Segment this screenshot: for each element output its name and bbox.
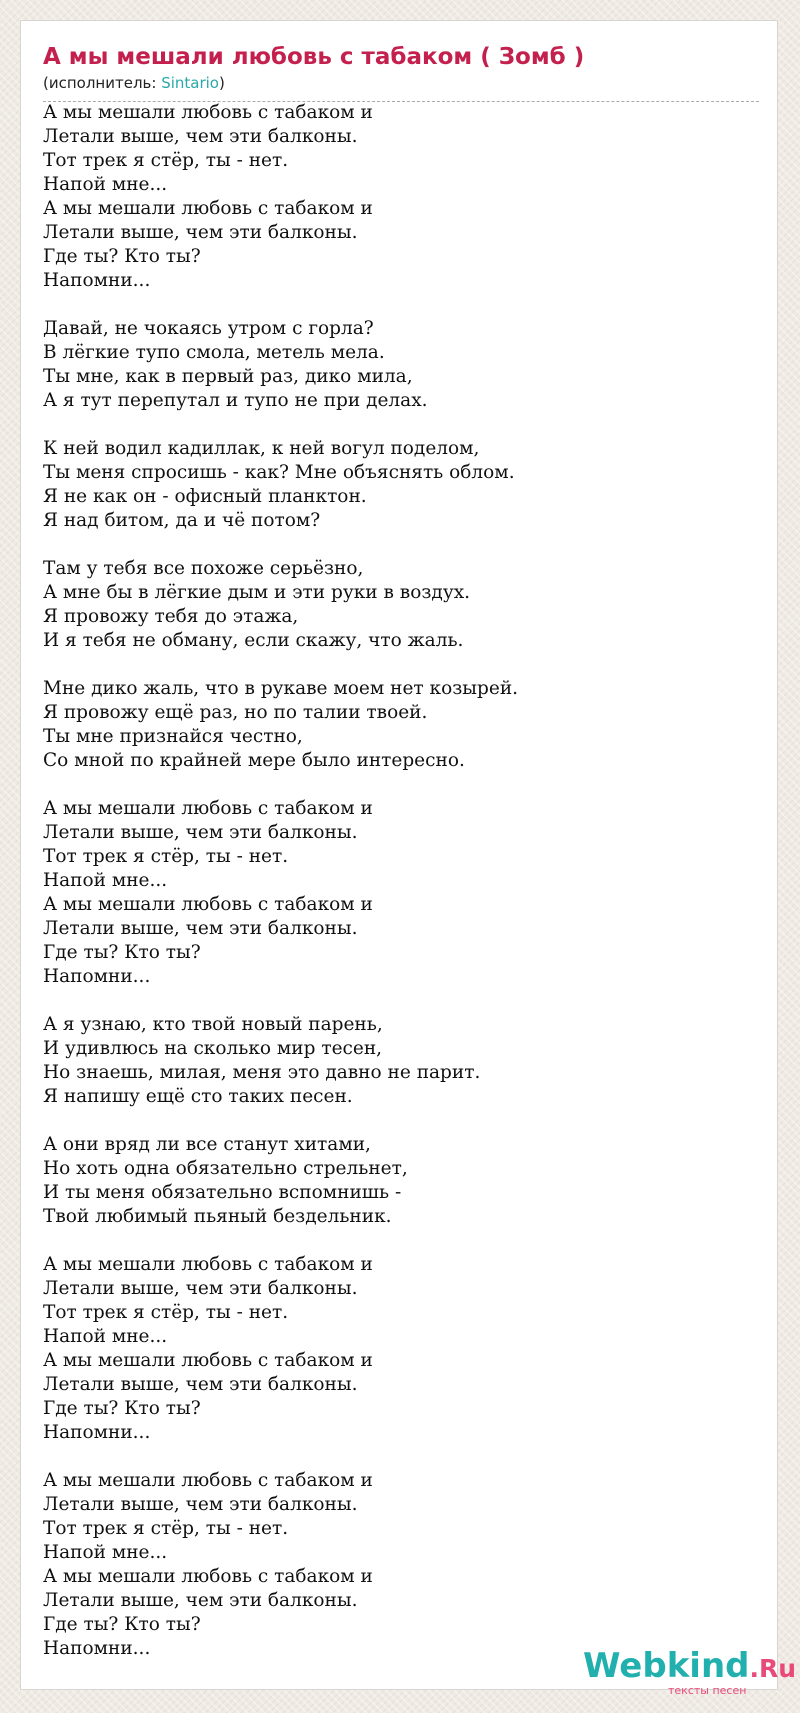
lyrics-card xyxy=(20,20,797,1697)
lyrics-line: Летали выше, чем эти балконы. xyxy=(43,1590,358,1611)
artist-prefix: (исполнитель: xyxy=(43,74,162,92)
lyrics-line: А я тут перепутал и тупо не при делах. xyxy=(43,390,428,411)
lyrics-line: А мы мешали любовь с табаком и xyxy=(43,1470,373,1491)
lyrics-line: И удивлюсь на сколько мир тесен, xyxy=(43,1038,383,1059)
lyrics-line: Напой мне... xyxy=(43,1542,168,1563)
lyrics-stanza xyxy=(43,1013,759,1109)
lyrics-stanza xyxy=(43,437,759,533)
logo-tagline: тексты песен xyxy=(668,1684,747,1697)
artist-link[interactable]: Sintario xyxy=(161,74,219,92)
lyrics-stanza xyxy=(43,1253,759,1445)
logo-main-text: Webkind xyxy=(583,1646,750,1686)
lyrics-line: Со мной по крайней мере было интересно. xyxy=(43,750,465,771)
lyrics-line: А мы мешали любовь с табаком и xyxy=(43,102,373,123)
logo-wordmark xyxy=(583,1646,796,1689)
lyrics-line: Тот трек я стёр, ты - нет. xyxy=(43,150,289,171)
lyrics-line: Летали выше, чем эти балконы. xyxy=(43,222,358,243)
lyrics-stanza xyxy=(43,797,759,989)
lyrics-line: Где ты? Кто ты? xyxy=(43,942,201,963)
lyrics-line: Напой мне... xyxy=(43,1326,168,1347)
lyrics-line: Летали выше, чем эти балконы. xyxy=(43,126,358,147)
song-title: А мы мешали любовь с табаком ( Зомб ) xyxy=(43,44,585,70)
lyrics-line: Я провожу тебя до этажа, xyxy=(43,606,299,627)
lyrics-line: А они вряд ли все станут хитами, xyxy=(43,1134,371,1155)
lyrics-line: К ней водил кадиллак, к ней вогул поделом, xyxy=(43,438,480,459)
lyrics-stanza xyxy=(43,557,759,653)
lyrics-line: Где ты? Кто ты? xyxy=(43,246,201,267)
lyrics-line: Летали выше, чем эти балконы. xyxy=(43,918,358,939)
lyrics-line: Я не как он - офисный планктон. xyxy=(43,486,367,507)
lyrics-line: И я тебя не обману, если скажу, что жаль. xyxy=(43,630,464,651)
logo-tld: .Ru xyxy=(749,1654,797,1683)
lyrics-line: Я над битом, да и чё потом? xyxy=(43,510,321,531)
lyrics-line: Напомни... xyxy=(43,966,151,987)
lyrics-stanza xyxy=(43,1469,759,1661)
lyrics-line: Где ты? Кто ты? xyxy=(43,1614,201,1635)
lyrics-line: Летали выше, чем эти балконы. xyxy=(43,1374,358,1395)
lyrics-line: Но хоть одна обязательно стрельнет, xyxy=(43,1158,408,1179)
lyrics-body xyxy=(43,101,759,1685)
lyrics-line: А мы мешали любовь с табаком и xyxy=(43,1566,373,1587)
lyrics-line: А мы мешали любовь с табаком и xyxy=(43,198,373,219)
lyrics-stanza xyxy=(43,677,759,773)
lyrics-line: Летали выше, чем эти балконы. xyxy=(43,1278,358,1299)
lyrics-line: И ты меня обязательно вспомнишь - xyxy=(43,1182,402,1203)
lyrics-stanza xyxy=(43,101,759,293)
lyrics-line: Ты мне, как в первый раз, дико мила, xyxy=(43,366,413,387)
lyrics-line: Но знаешь, милая, меня это давно не парит. xyxy=(43,1062,481,1083)
lyrics-line: А мне бы в лёгкие дым и эти руки в воздух. xyxy=(43,582,471,603)
lyrics-line: Мне дико жаль, что в рукаве моем нет козырей. xyxy=(43,678,519,699)
lyrics-line: Напой мне... xyxy=(43,174,168,195)
lyrics-line: А мы мешали любовь с табаком и xyxy=(43,894,373,915)
lyrics-line: Я провожу ещё раз, но по талии твоей. xyxy=(43,702,428,723)
webkind-logo xyxy=(583,1646,797,1706)
lyrics-line: А мы мешали любовь с табаком и xyxy=(43,798,373,819)
lyrics-line: Летали выше, чем эти балконы. xyxy=(43,822,358,843)
lyrics-line: Тот трек я стёр, ты - нет. xyxy=(43,846,289,867)
lyrics-line: Там у тебя все похоже серьёзно, xyxy=(43,558,364,579)
lyrics-line: Ты мне признайся честно, xyxy=(43,726,303,747)
lyrics-line: Твой любимый пьяный бездельник. xyxy=(43,1206,392,1227)
lyrics-line: Давай, не чокаясь утром с горла? xyxy=(43,318,374,339)
artist-line xyxy=(43,73,759,93)
lyrics-line: Тот трек я стёр, ты - нет. xyxy=(43,1518,289,1539)
lyrics-line: А мы мешали любовь с табаком и xyxy=(43,1350,373,1371)
lyrics-line: Я напишу ещё сто таких песен. xyxy=(43,1086,353,1107)
lyrics-line: Летали выше, чем эти балконы. xyxy=(43,1494,358,1515)
lyrics-stanza xyxy=(43,317,759,413)
lyrics-line: В лёгкие тупо смола, метель мела. xyxy=(43,342,385,363)
lyrics-line: Ты меня спросишь - как? Мне объяснять облом. xyxy=(43,462,515,483)
lyrics-line: Где ты? Кто ты? xyxy=(43,1398,201,1419)
lyrics-line: Напомни... xyxy=(43,1422,151,1443)
lyrics-line: Напомни... xyxy=(43,1638,151,1659)
lyrics-line: Напой мне... xyxy=(43,870,168,891)
lyrics-stanza xyxy=(43,1133,759,1229)
lyrics-line: Напомни... xyxy=(43,270,151,291)
lyrics-line: Тот трек я стёр, ты - нет. xyxy=(43,1302,289,1323)
lyrics-line: А мы мешали любовь с табаком и xyxy=(43,1254,373,1275)
artist-suffix: ) xyxy=(218,74,225,92)
song-header xyxy=(43,41,759,102)
lyrics-line: А я узнаю, кто твой новый парень, xyxy=(43,1014,383,1035)
